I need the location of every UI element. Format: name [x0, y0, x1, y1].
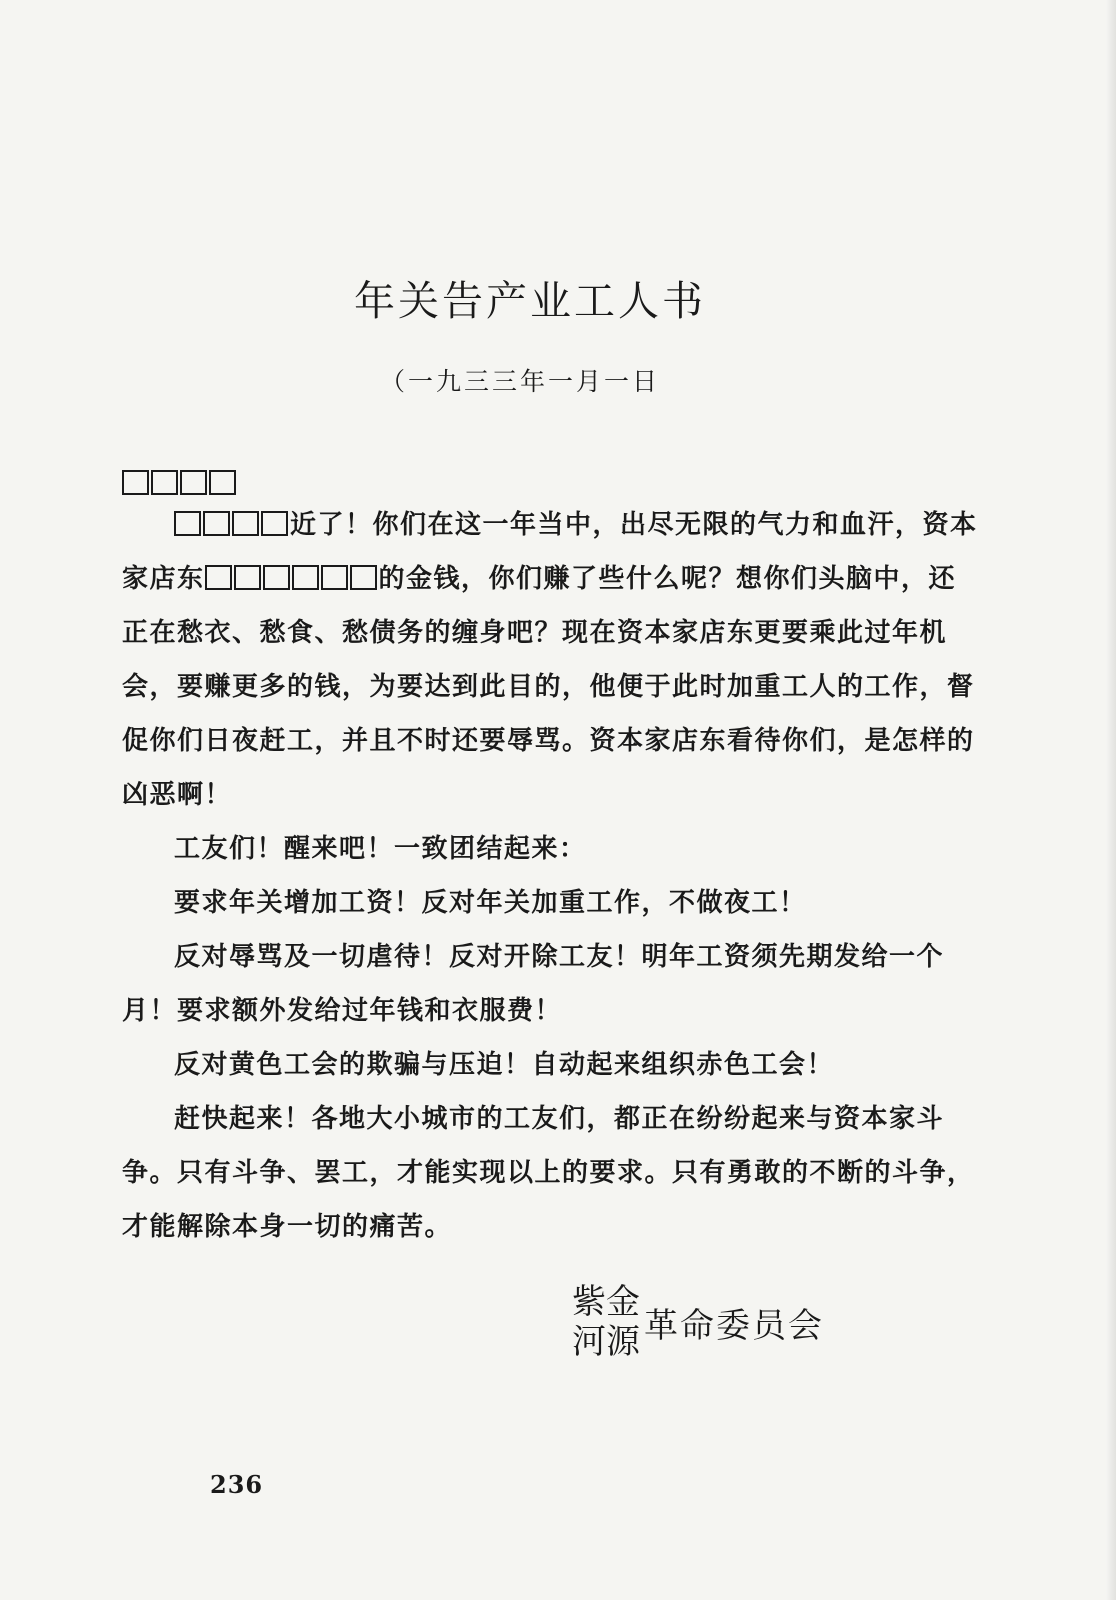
- paragraph-2: 工友们！醒来吧！一致团结起来：: [174, 834, 587, 864]
- missing-character-box: [209, 470, 236, 495]
- missing-character-box: [205, 565, 232, 590]
- page-number: 236: [210, 1470, 264, 1499]
- missing-character-box: [350, 565, 377, 590]
- missing-character-box: [122, 470, 149, 495]
- signature-place-top: 紫金: [572, 1282, 640, 1322]
- missing-character-box: [174, 511, 201, 536]
- signature-place-bottom: 河源: [572, 1322, 640, 1362]
- missing-character-box: [321, 565, 348, 590]
- salutation-missing-characters: [122, 470, 238, 496]
- document-title: 年关告产业工人书: [354, 277, 706, 325]
- scan-edge-shadow: [1106, 0, 1116, 1600]
- paragraph-1-text-a: 近了！你们在这一年当中，出尽无限的气力和血汗，资本家店东: [122, 510, 978, 594]
- paragraph-1-text-b: 的金钱，你们赚了些什么呢？想你们头脑中，还正在愁衣、愁食、愁债务的缠身吧？现在资本家店东更要乘此过年机会，要赚更多的钱，为要达到此目的，他便于此时加重工人的工作，督促你们日夜赶工，并且不时还要辱骂。资本家店东看待你们，是怎样的凶恶啊！: [122, 564, 975, 810]
- signature-block: [572, 1282, 824, 1362]
- missing-character-box: [234, 565, 261, 590]
- paragraph-1: [122, 498, 982, 822]
- document-date: （一九三三年一月一日: [380, 367, 661, 396]
- missing-character-box: [261, 511, 288, 536]
- missing-characters-group: [205, 564, 379, 594]
- missing-character-box: [151, 470, 178, 495]
- missing-character-box: [292, 565, 319, 590]
- missing-character-box: [232, 511, 259, 536]
- paragraph-3: 要求年关增加工资！反对年关加重工作，不做夜工！: [174, 888, 807, 918]
- document-body: [122, 498, 982, 1254]
- missing-characters-group: [174, 510, 290, 540]
- signature-organization: 革命委员会: [644, 1305, 824, 1346]
- paragraph-5: 反对黄色工会的欺骗与压迫！自动起来组织赤色工会！: [174, 1050, 835, 1080]
- missing-character-box: [180, 470, 207, 495]
- paragraph-6: 赶快起来！各地大小城市的工友们，都正在纷纷起来与资本家斗争。只有斗争、罢工，才能实现以上的要求。只有勇敢的不断的斗争，才能解除本身一切的痛苦。: [122, 1104, 975, 1242]
- missing-character-box: [263, 565, 290, 590]
- signature-places: [572, 1282, 640, 1362]
- paragraph-4: 反对辱骂及一切虐待！反对开除工友！明年工资须先期发给一个月！要求额外发给过年钱和衣服费！: [122, 942, 945, 1026]
- missing-character-box: [203, 511, 230, 536]
